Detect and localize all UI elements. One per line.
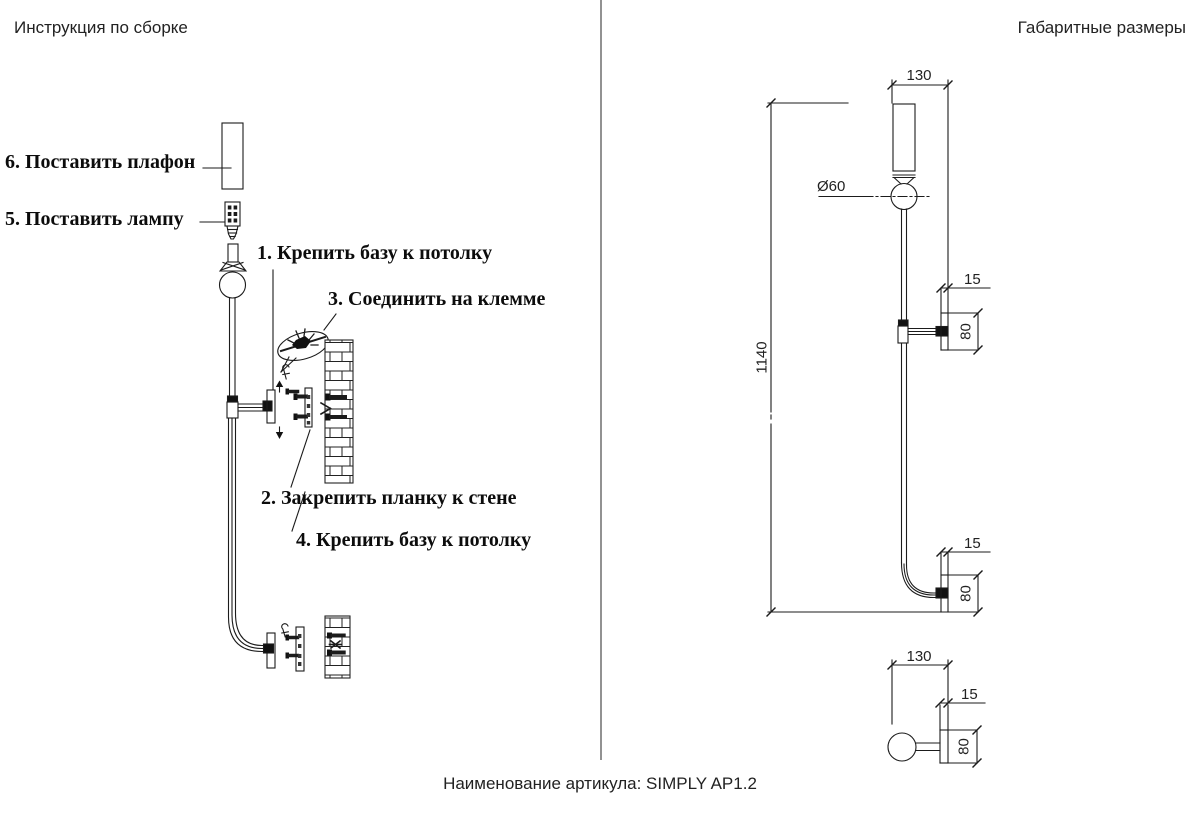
- dim-130-top-lines: [888, 80, 952, 288]
- wall-plate-mid: [941, 288, 948, 350]
- step-label-2: 2. Закрепить планку к стене: [261, 487, 517, 509]
- lamp-bulb-icon: [225, 202, 240, 239]
- step-label-3: 3. Соединить на клемме: [328, 288, 546, 310]
- rod-clamp: [228, 396, 238, 402]
- step-label-5: 5. Поставить лампу: [5, 208, 184, 230]
- dim-shade-width: 130: [906, 67, 932, 84]
- socket-tube: [228, 244, 238, 262]
- dim-lower-bracket-height: 80: [957, 585, 975, 602]
- flange-cone: [220, 262, 246, 271]
- dim-top-view-height: 80: [955, 738, 973, 755]
- step-label-6: 6. Поставить плафон: [5, 151, 196, 173]
- article-name: Наименование артикула: SIMPLY AP1.2: [443, 774, 757, 793]
- wall-strip-low: [296, 627, 304, 671]
- dim-lower-bracket-depth: 15: [964, 535, 981, 552]
- step-label-4: 4. Крепить базу к потолку: [296, 529, 532, 551]
- step-label-1: 1. Крепить базу к потолку: [257, 242, 493, 264]
- rod-dim-lower: [902, 343, 937, 598]
- shade-cylinder: [222, 123, 243, 189]
- assembly-diagram: [200, 123, 353, 678]
- leader-step3: [324, 314, 336, 330]
- ball-joint: [220, 272, 246, 298]
- dim-total-height: 1140: [753, 341, 771, 374]
- shade-cylinder-dim: [893, 104, 915, 171]
- wall-strip-mid: [305, 388, 312, 427]
- dim-1140-lines: [767, 99, 978, 616]
- dim-ball-diameter: Ø60: [817, 178, 846, 195]
- leader-step2: [291, 430, 310, 487]
- cone-dim: [893, 175, 915, 184]
- arrow-down-icon: [276, 427, 283, 439]
- dim-mid-bracket-height: 80: [957, 323, 975, 340]
- assembly-title: Инструкция по сборке: [14, 18, 188, 37]
- arrow-up-icon: [276, 381, 283, 393]
- dimensions-title: Габаритные размеры: [1017, 18, 1186, 37]
- callout-balloon: [274, 326, 331, 372]
- rod-lower-elbow: [229, 418, 268, 652]
- ball-top-view: [888, 733, 916, 761]
- dimension-drawing: [767, 80, 990, 767]
- dim-mid-bracket-depth: 15: [964, 271, 981, 288]
- brick-wall-mid: [325, 340, 353, 483]
- dim-top-view-depth: 15: [961, 686, 978, 703]
- wall-plate-low: [941, 552, 948, 612]
- dim-top-view-width: 130: [906, 648, 932, 665]
